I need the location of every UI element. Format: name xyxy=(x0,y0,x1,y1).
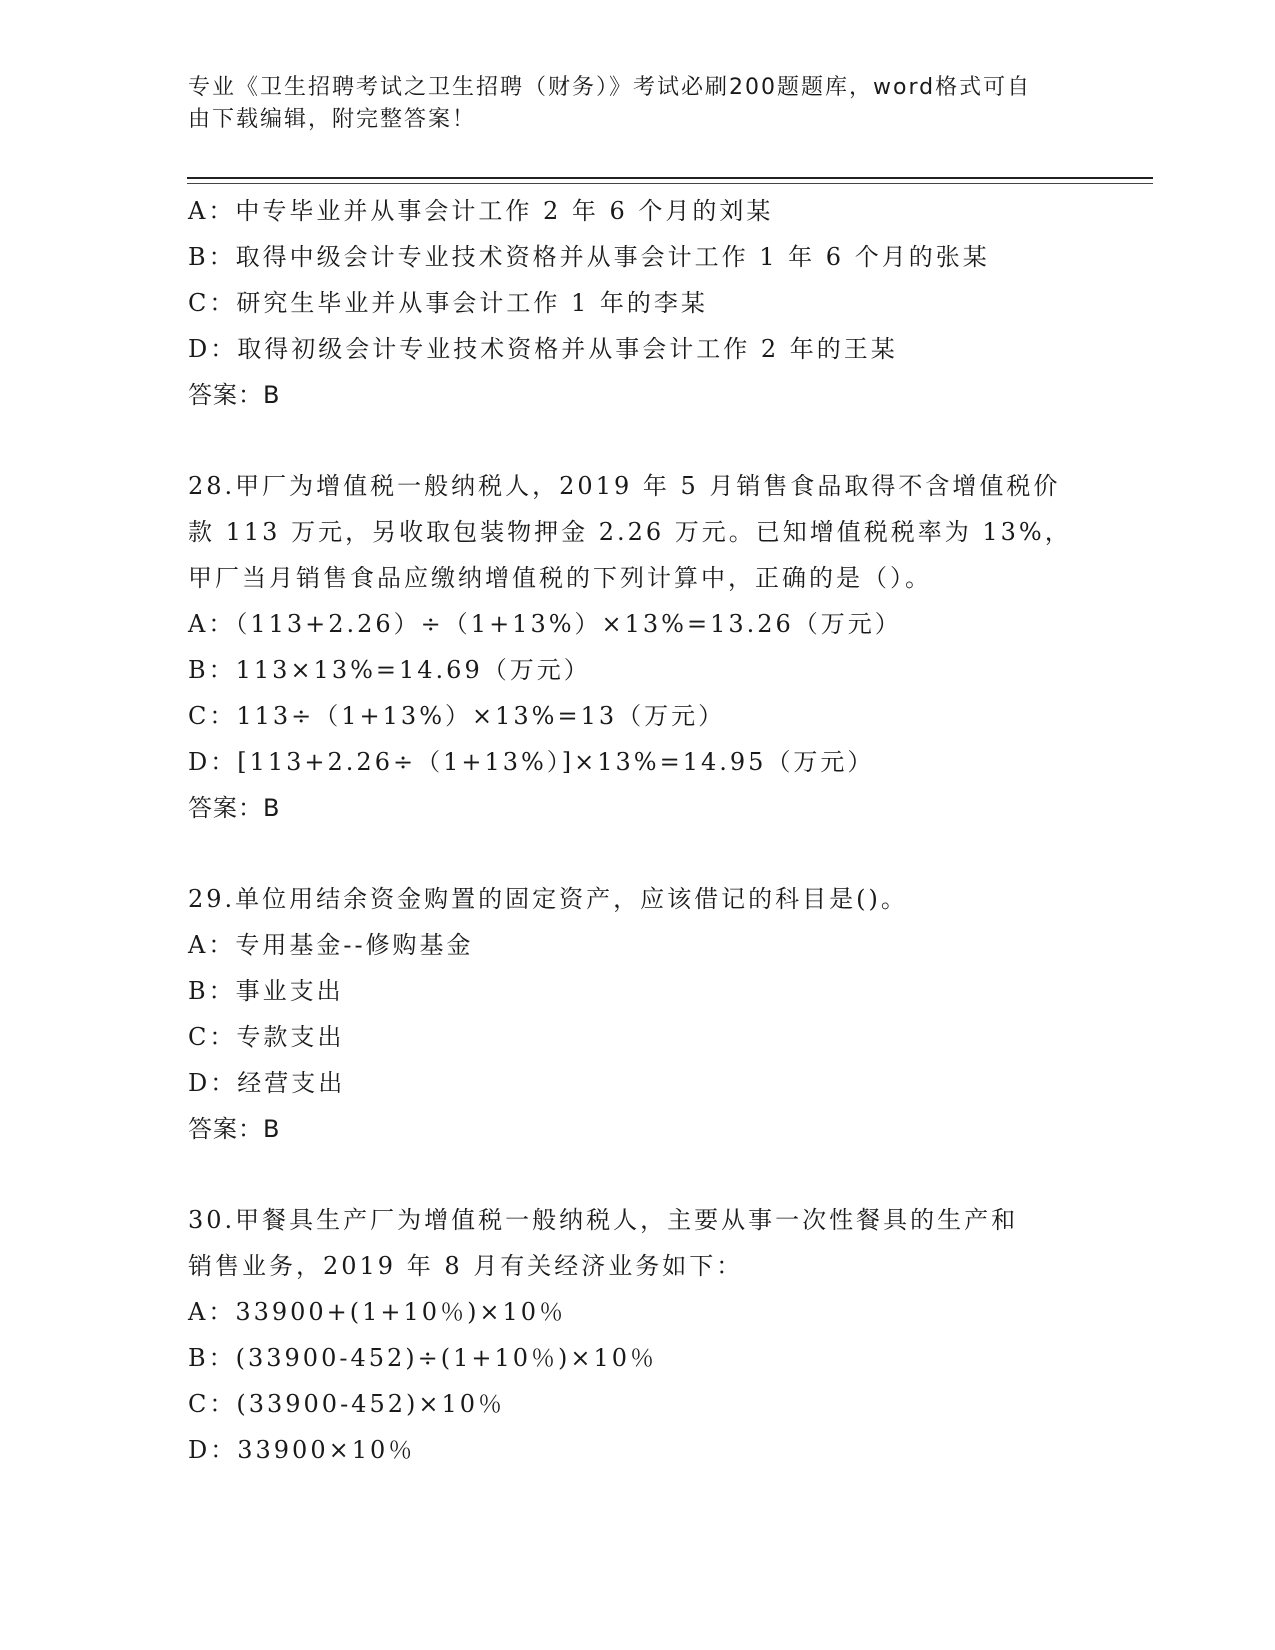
option-a: A：中专毕业并从事会计工作 2 年 6 个月的刘某 xyxy=(188,197,774,225)
document-header xyxy=(188,72,1088,136)
question-text-line: 28.甲厂为增值税一般纳税人，2019 年 5 月销售食品取得不含增值税价 xyxy=(188,472,1061,500)
option-b: B：113×13%=14.69（万元） xyxy=(188,656,591,684)
option-a: A：专用基金--修购基金 xyxy=(188,931,474,959)
answer-line: 答案：B xyxy=(188,794,281,822)
question-text-line: 29.单位用结余资金购置的固定资产，应该借记的科目是()。 xyxy=(188,885,908,913)
question-30 xyxy=(188,1197,1088,1473)
question-text-line: 30.甲餐具生产厂为增值税一般纳税人，主要从事一次性餐具的生产和 xyxy=(188,1206,1019,1234)
option-d: D：取得初级会计专业技术资格并从事会计工作 2 年的王某 xyxy=(188,335,898,363)
question-text-line: 甲厂当月销售食品应缴纳增值税的下列计算中，正确的是（）。 xyxy=(188,564,932,592)
option-b: B：事业支出 xyxy=(188,977,344,1005)
header-divider-thick xyxy=(187,177,1153,179)
option-a: A：（113+2.26）÷（1+13%）×13%=13.26（万元） xyxy=(188,610,902,638)
option-c: C：研究生毕业并从事会计工作 1 年的李某 xyxy=(188,289,708,317)
question-29 xyxy=(188,876,1088,1152)
option-d: D：经营支出 xyxy=(188,1069,346,1097)
header-line-2: 由下载编辑，附完整答案！ xyxy=(188,107,477,132)
answer-line: 答案：B xyxy=(188,381,281,409)
question-text-line: 款 113 万元，另收取包装物押金 2.26 万元。已知增值税税率为 13%， xyxy=(188,518,1072,546)
option-d: D：33900×10％ xyxy=(188,1436,416,1464)
option-c: C：专款支出 xyxy=(188,1023,345,1051)
option-c: C：113÷（1+13%）×13%=13（万元） xyxy=(188,702,726,730)
option-c: C：(33900-452)×10％ xyxy=(188,1390,506,1418)
option-b: B：取得中级会计专业技术资格并从事会计工作 1 年 6 个月的张某 xyxy=(188,243,990,271)
answer-line: 答案：B xyxy=(188,1115,281,1143)
question-27-continued xyxy=(188,188,1088,418)
option-a: A：33900+(1+10％)×10％ xyxy=(188,1298,567,1326)
question-text-line: 销售业务，2019 年 8 月有关经济业务如下： xyxy=(188,1252,744,1280)
question-list xyxy=(188,188,1088,1473)
header-line-1: 专业《卫生招聘考试之卫生招聘（财务）》考试必刷200题题库，word格式可自 xyxy=(188,75,1032,100)
option-d: D：[113+2.26÷（1+13%）]×13%=14.95（万元） xyxy=(188,748,875,776)
question-28 xyxy=(188,463,1088,831)
header-divider-thin xyxy=(187,183,1153,184)
option-b: B：(33900-452)÷(1+10％)×10％ xyxy=(188,1344,658,1372)
